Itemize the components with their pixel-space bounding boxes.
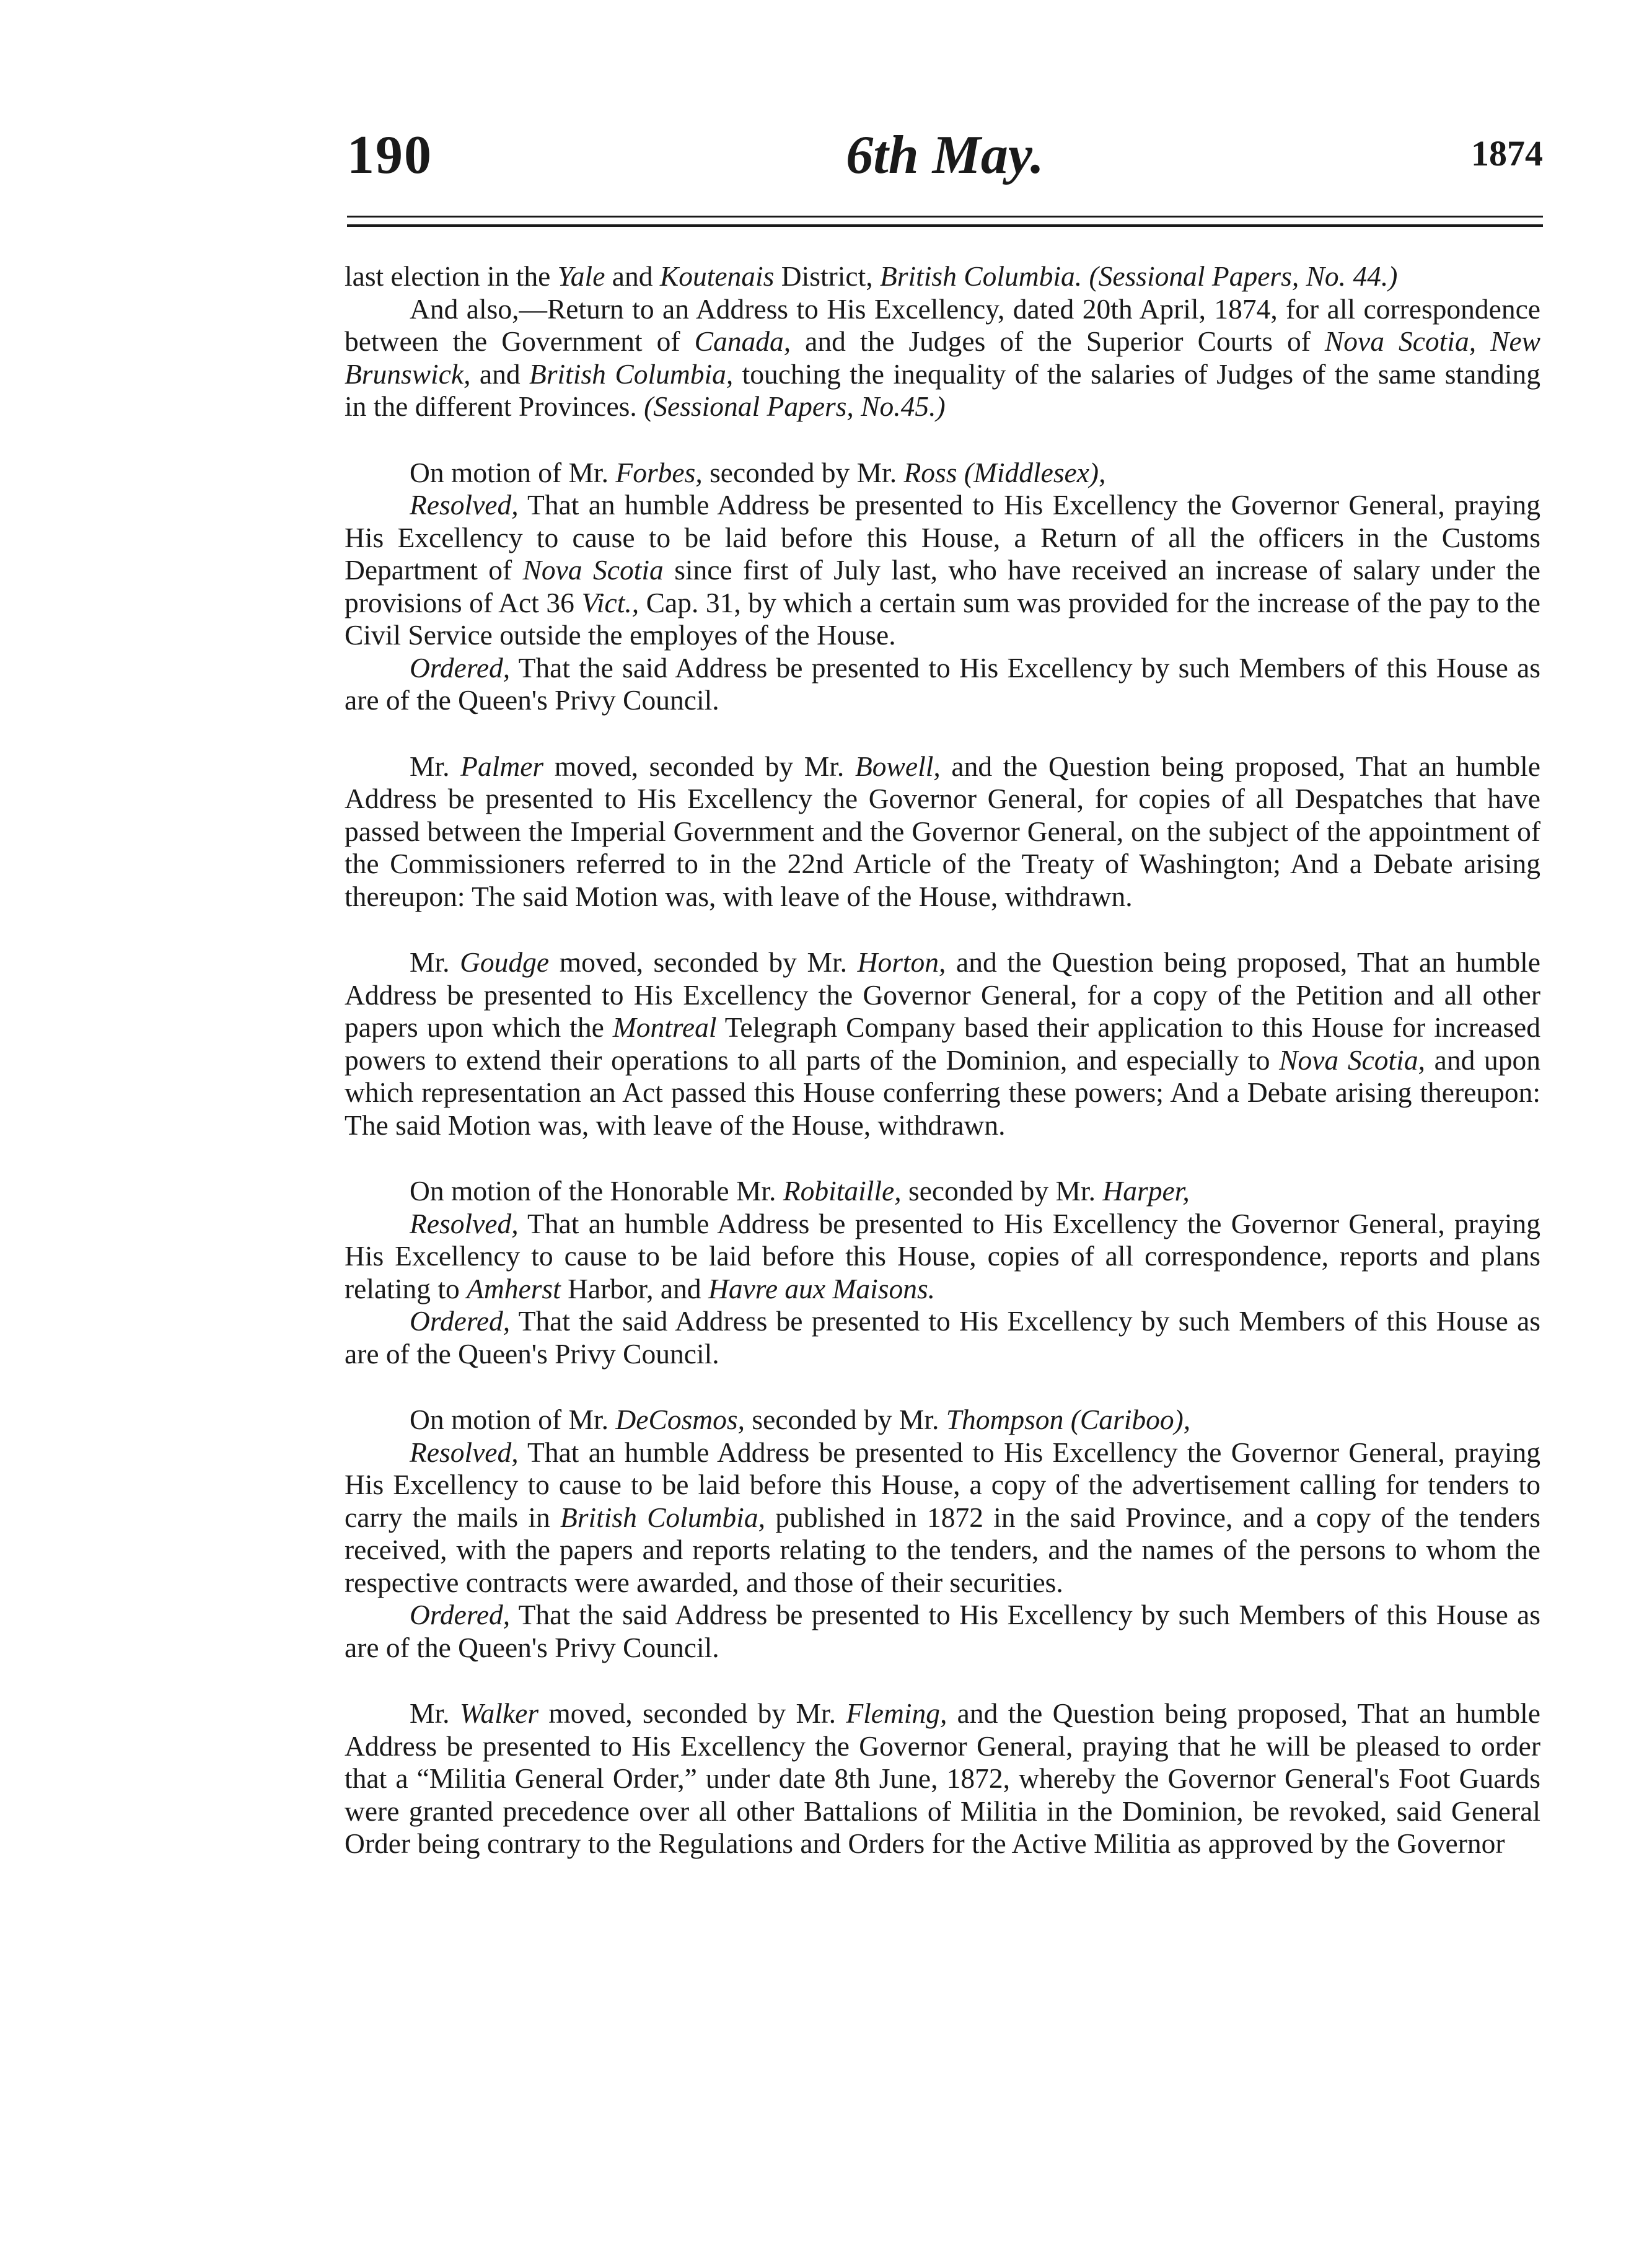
italic-text: Ordered, <box>410 1599 511 1630</box>
text-run: Mr. <box>410 750 461 782</box>
text-run: seconded by Mr. <box>901 1175 1103 1207</box>
italic-text: Amherst <box>467 1272 561 1304</box>
paragraph-b2 <box>345 293 1540 423</box>
text-run: and the Judges of the Superior Courts of <box>791 325 1325 357</box>
italic-text: Nova Scotia, <box>1279 1044 1425 1076</box>
text-run: and the Question being proposed, That an humble Address be presented to His Excellency the Governor General, praying that he will be pleased to order that a “Militia General Order,” under date 8th June, 1872, whereby the Governor General's Foot Guards were granted precedence over all other Battalions of Militia in the Dominion, be revoked, said General Order being contrary to the Regulations and Orders for the Active Militia as approved by the Governor <box>345 1697 1540 1859</box>
text-run: That an humble Address be presented to His Excellency the Governor General, praying His Excellency to cause to be laid before this House, copies of all correspondence, reports and plans relating to <box>345 1207 1540 1304</box>
italic-text: Ross (Middlesex), <box>903 456 1106 488</box>
italic-text: British Columbia, <box>529 358 734 390</box>
paragraph-b5 <box>345 652 1540 717</box>
text-run: Harbor, and <box>560 1272 708 1304</box>
page-number: 190 <box>347 125 433 185</box>
italic-text: Havre aux Maisons. <box>708 1272 936 1304</box>
italic-text: Thompson (Cariboo), <box>946 1404 1191 1435</box>
text-run: And also,—Return to an Address to His Excellency, dated 20th April, 1874, for all correspondence between the Government of <box>345 292 1540 357</box>
year: 1874 <box>1471 133 1543 174</box>
text-run: touching the inequality of the salaries of Judges of the same standing in the different Provinces. <box>345 358 1540 422</box>
text-run: since first of July last, who have received an increase of salary under the provisions of Act 36 <box>345 554 1540 618</box>
text-run: Cap. 31, by which a certain sum was provided for the increase of the pay to the Civil Service outside the employes of the House. <box>345 586 1540 651</box>
text-run: and upon which representation an Act passed this House conferring these powers; And a Debate arising thereupon: The said Motion was, with leave of the House, withdrawn. <box>345 1044 1540 1141</box>
text-run: Telegraph Company based their application to this House for increased powers to extend their operations to all parts of the Dominion, and especially to <box>345 1011 1540 1076</box>
text-run: moved, seconded by Mr. <box>549 946 858 978</box>
text-run: last election in the <box>345 260 558 292</box>
text-run: seconded by Mr. <box>702 456 904 488</box>
text-run: On motion of Mr. <box>410 1404 616 1435</box>
text-run: On motion of the Honorable Mr. <box>410 1175 783 1207</box>
text-run: That an humble Address be presented to His Excellency the Governor General, praying His Excellency to cause to be laid before this House, a Return of all the officers in the Customs Department of <box>345 489 1540 586</box>
text-run: and <box>470 358 530 390</box>
italic-text: British Columbia, <box>560 1501 765 1533</box>
italic-text: Fleming, <box>846 1697 947 1729</box>
italic-text: Ordered, <box>410 1305 511 1337</box>
italic-text: Nova Scotia, New Brunswick, <box>345 325 1540 390</box>
text-run: and the Question being proposed, That an humble Address be presented to His Excellency the Governor General, for a copy of the Petition and all other papers upon which the <box>345 946 1540 1043</box>
text-run: seconded by Mr. <box>744 1404 946 1435</box>
header-rule-thin <box>347 216 1543 218</box>
paragraph-b12 <box>345 1436 1540 1599</box>
italic-text: Montreal <box>612 1011 717 1043</box>
paragraph-b10 <box>345 1305 1540 1370</box>
text-run: That an humble Address be presented to His Excellency the Governor General, praying His Excellency to cause to be laid before this House, a copy of the advertisement calling for tenders to carry the mails in <box>345 1436 1540 1533</box>
page-header <box>347 124 1543 211</box>
italic-text: Nova Scotia <box>522 554 664 586</box>
paragraph-b14 <box>345 1697 1540 1860</box>
text-run: and <box>605 260 660 292</box>
text-run: moved, seconded by Mr. <box>543 750 855 782</box>
italic-text: Resolved, <box>410 1436 519 1468</box>
text-run: That the said Address be presented to His Excellency by such Members of this House as are of the Queen's Privy Council. <box>345 1599 1540 1663</box>
paragraph-b7 <box>345 946 1540 1141</box>
italic-text: Bowell, <box>855 750 941 782</box>
italic-text: (Sessional Papers, No. 44.) <box>1089 260 1398 292</box>
header-rule-thick <box>347 224 1543 227</box>
paragraph-b6 <box>345 750 1540 913</box>
italic-text: (Sessional Papers, No.45.) <box>644 390 946 422</box>
italic-text: DeCosmos, <box>615 1404 745 1435</box>
text-run: Mr. <box>410 1697 460 1729</box>
italic-text: Ordered, <box>410 651 511 684</box>
italic-text: Vict., <box>581 586 639 618</box>
italic-text: Harper, <box>1102 1175 1190 1207</box>
text-run: published in 1872 in the said Province, and a copy of the tenders received, with the papers and reports relating to the tenders, and the names of the persons to whom the respective contracts were awarded, and those of their securities. <box>345 1501 1541 1598</box>
paragraph-b11 <box>345 1404 1540 1436</box>
italic-text: Robitaille, <box>783 1175 902 1207</box>
italic-text: Canada, <box>694 325 791 357</box>
italic-text: Walker <box>459 1697 539 1729</box>
italic-text: Yale <box>557 260 605 292</box>
italic-text: Horton, <box>857 946 946 978</box>
document-body <box>345 260 1540 1860</box>
text-run: moved, seconded by Mr. <box>538 1697 846 1729</box>
text-run: That the said Address be presented to His Excellency by such Members of this House as are of the Queen's Privy Council. <box>345 1305 1540 1370</box>
paragraph-b9 <box>345 1208 1540 1306</box>
italic-text: Goudge <box>460 946 550 978</box>
paragraph-b4 <box>345 489 1540 652</box>
text-run: Mr. <box>410 946 460 978</box>
paragraph-b1 <box>345 260 1540 293</box>
italic-text: Koutenais <box>659 260 775 292</box>
paragraph-b8 <box>345 1175 1540 1208</box>
text-run: and the Question being proposed, That an humble Address be presented to His Excellency the Governor General, for copies of all Despatches that have passed between the Imperial Government and the Governor General, on the subject of the appointment of the Commissioners referred to in the 22nd Article of the Treaty of Washington; And a Debate arising thereupon: The said Motion was, with leave of the House, withdrawn. <box>345 750 1540 912</box>
italic-text: Forbes, <box>615 456 703 488</box>
paragraph-b13 <box>345 1599 1540 1664</box>
text-run: District, <box>774 260 880 292</box>
text-run: That the said Address be presented to His Excellency by such Members of this House as are of the Queen's Privy Council. <box>345 651 1540 716</box>
italic-text: Palmer <box>460 750 544 782</box>
italic-text: British Columbia. <box>880 260 1083 292</box>
running-title: 6th May. <box>846 125 1044 185</box>
paragraph-b3 <box>345 457 1540 490</box>
text-run: On motion of Mr. <box>410 456 616 488</box>
text-run <box>1082 260 1089 292</box>
italic-text: Resolved, <box>410 489 519 521</box>
italic-text: Resolved, <box>410 1207 519 1239</box>
